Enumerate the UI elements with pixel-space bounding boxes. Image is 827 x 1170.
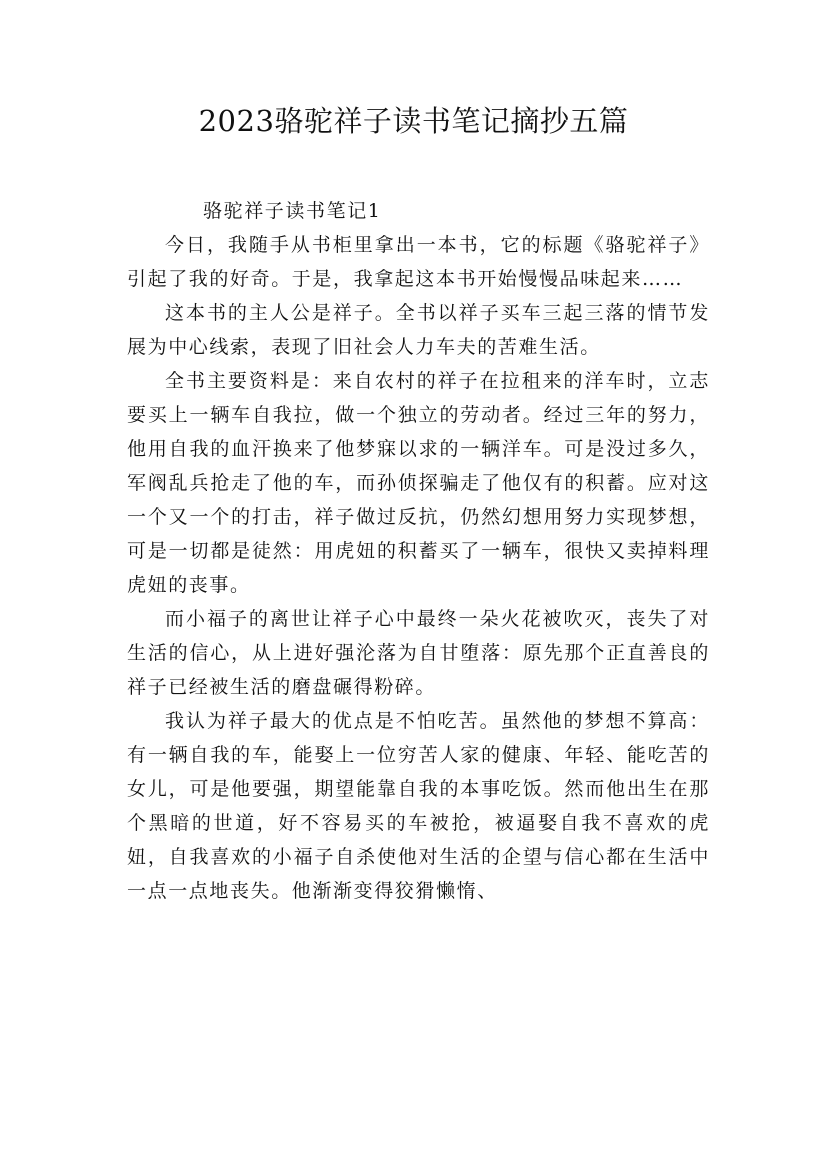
paragraph-4: 而小福子的离世让祥子心中最终一朵火花被吹灭，丧失了对生活的信心，从上进好强沦落为自甘堕落：原先那个正直善良的祥子已经被生活的磨盘碾得粉碎。 bbox=[127, 608, 710, 698]
paragraph-3: 全书主要资料是：来自农村的祥子在拉租来的洋车时，立志要买上一辆车自我拉，做一个独立的劳动者。经过三年的努力，他用自我的血汗换来了他梦寐以求的一辆洋车。可是没过多久，军阀乱兵抢走了他的车，而孙侦探骗走了他仅有的积蓄。应对这一个又一个的打击，祥子做过反抗，仍然幻想用努力实现梦想，可是一切都是徒然：用虎妞的积蓄买了一辆车，很快又卖掉料理虎妞的丧事。 bbox=[127, 370, 710, 596]
document-body bbox=[127, 194, 710, 908]
section-heading: 骆驼祥子读书笔记1 bbox=[203, 200, 382, 222]
paragraph-2: 这本书的主人公是祥子。全书以祥子买车三起三落的情节发展为中心线索，表现了旧社会人力车夫的苦难生活。 bbox=[127, 302, 710, 358]
paragraph-5: 我认为祥子最大的优点是不怕吃苦。虽然他的梦想不算高：有一辆自我的车，能娶上一位穷苦人家的健康、年轻、能吃苦的女儿，可是他要强，期望能靠自我的本事吃饭。然而他出生在那个黑暗的世道，好不容易买的车被抢，被逼娶自我不喜欢的虎妞，自我喜欢的小福子自杀使他对生活的企望与信心都在生活中一点一点地丧失。他渐渐变得狡猾懒惰、 bbox=[127, 710, 710, 902]
document-title: 2023骆驼祥子读书笔记摘抄五篇 bbox=[198, 104, 629, 138]
paragraph-1: 今日，我随手从书柜里拿出一本书，它的标题《骆驼祥子》引起了我的好奇。于是，我拿起这本书开始慢慢品味起来…… bbox=[127, 234, 710, 290]
